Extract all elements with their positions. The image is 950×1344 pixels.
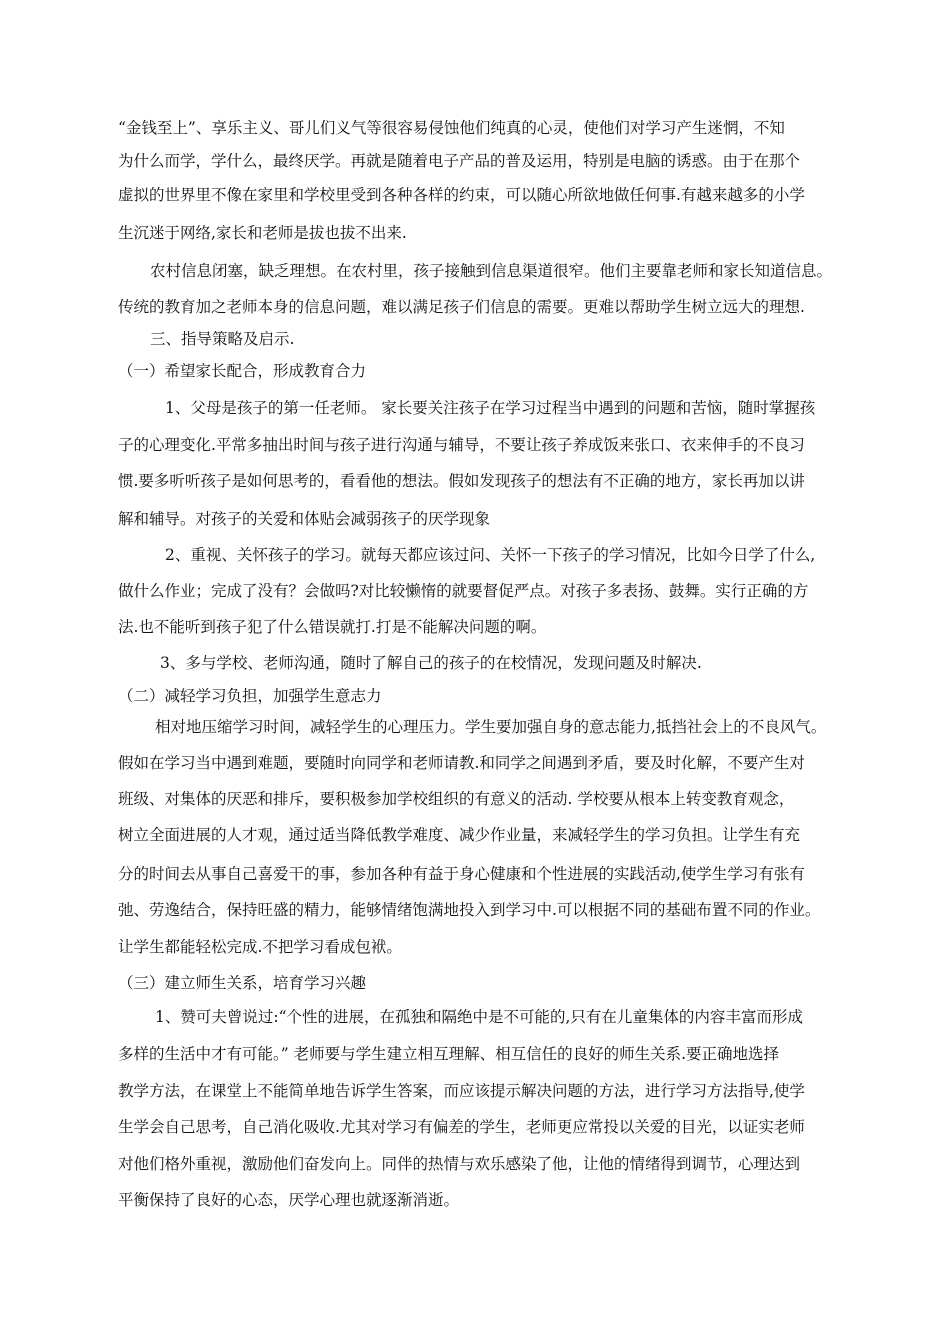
text-line: 生学会自己思考，自己消化吸收.尤其对学习有偏差的学生，老师更应常投以关爱的目光，以证实老师: [118, 1118, 805, 1136]
text-line: 惯.要多听听孩子是如何思考的，看看他的想法。假如发现孩子的想法有不正确的地方，家长再加以讲: [118, 472, 805, 490]
text-line: 假如在学习当中遇到难题，要随时向同学和老师请教.和同学之间遇到矛盾，要及时化解，不要产生对: [118, 754, 805, 772]
text-line: 做什么作业；完成了没有？会做吗?对比较懒惰的就要督促严点。对孩子多表扬、鼓舞。实行正确的方: [118, 582, 809, 600]
text-line: 对他们格外重视，激励他们奋发向上。同伴的热情与欢乐感染了他，让他的情绪得到调节，心理达到: [118, 1155, 801, 1173]
text-line: 农村信息闭塞，缺乏理想。在农村里，孩子接触到信息渠道很窄。他们主要靠老师和家长知道信息。: [150, 262, 833, 280]
text-line: 传统的教育加之老师本身的信息问题，难以满足孩子们信息的需要。更难以帮助学生树立远大的理想.: [118, 298, 805, 316]
text-line: 1、赞可夫曾说过:“个性的进展，在孤独和隔绝中是不可能的,只有在儿童集体的内容丰富而形成: [155, 1008, 803, 1026]
text-line: “金钱至上”、享乐主义、哥儿们义气等很容易侵蚀他们纯真的心灵，使他们对学习产生迷惘，不知: [118, 119, 785, 137]
text-line: 1、父母是孩子的第一任老师。 家长要关注孩子在学习过程当中遇到的问题和苦恼，随时掌握孩: [165, 399, 816, 417]
section-heading: 三、指导策略及启示.: [150, 330, 295, 348]
text-line: 班级、对集体的厌恶和排斥，要积极参加学校组织的有意义的活动. 学校要从根本上转变教育观念，: [118, 790, 795, 808]
text-line: 生沉迷于网络,家长和老师是拔也拔不出来.: [118, 224, 407, 242]
text-line: 子的心理变化.平常多抽出时间与孩子进行沟通与辅导，不要让孩子养成饭来张口、衣来伸手的不良习: [118, 436, 805, 454]
subsection-heading: （一）希望家长配合，形成教育合力: [118, 362, 367, 380]
text-line: 弛、劳逸结合，保持旺盛的精力，能够情绪饱满地投入到学习中.可以根据不同的基础布置不同的作业。: [118, 901, 821, 919]
text-line: 树立全面进展的人才观，通过适当降低教学难度、减少作业量，来减轻学生的学习负担。让学生有充: [118, 826, 801, 844]
text-line: 为什么而学，学什么，最终厌学。再就是随着电子产品的普及运用，特别是电脑的诱惑。由于在那个: [118, 152, 801, 170]
text-line: 让学生都能轻松完成.不把学习看成包袱。: [118, 938, 402, 956]
text-line: 解和辅导。对孩子的关爱和体贴会减弱孩子的厌学现象: [118, 510, 491, 528]
text-line: 3、多与学校、老师沟通，随时了解自己的孩子的在校情况，发现问题及时解决.: [160, 654, 702, 672]
text-line: 法.也不能听到孩子犯了什么错误就打.打是不能解决问题的啊。: [118, 618, 547, 636]
text-line: 2、重视、关怀孩子的学习。就每天都应该过问、关怀一下孩子的学习情况，比如今日学了什么,: [165, 546, 816, 564]
subsection-heading: （三）建立师生关系，培育学习兴趣: [118, 974, 367, 992]
text-line: 教学方法，在课堂上不能简单地告诉学生答案，而应该提示解决问题的方法，进行学习方法指导,使学: [118, 1082, 805, 1100]
subsection-heading: （二）减轻学习负担，加强学生意志力: [118, 687, 382, 705]
text-line: 多样的生活中才有可能。” 老师要与学生建立相互理解、相互信任的良好的师生关系.要正确地选择: [118, 1045, 780, 1063]
text-line: 相对地压缩学习时间，减轻学生的心理压力。学生要加强自身的意志能力,抵挡社会上的不良风气。: [155, 718, 827, 736]
text-line: 虚拟的世界里不像在家里和学校里受到各种各样的约束，可以随心所欲地做任何事.有越来越多的小学: [118, 186, 805, 204]
text-line: 分的时间去从事自己喜爱干的事，参加各种有益于身心健康和个性进展的实践活动,使学生学习有张有: [118, 865, 805, 883]
text-line: 平衡保持了良好的心态，厌学心理也就逐渐消逝。: [118, 1191, 460, 1209]
